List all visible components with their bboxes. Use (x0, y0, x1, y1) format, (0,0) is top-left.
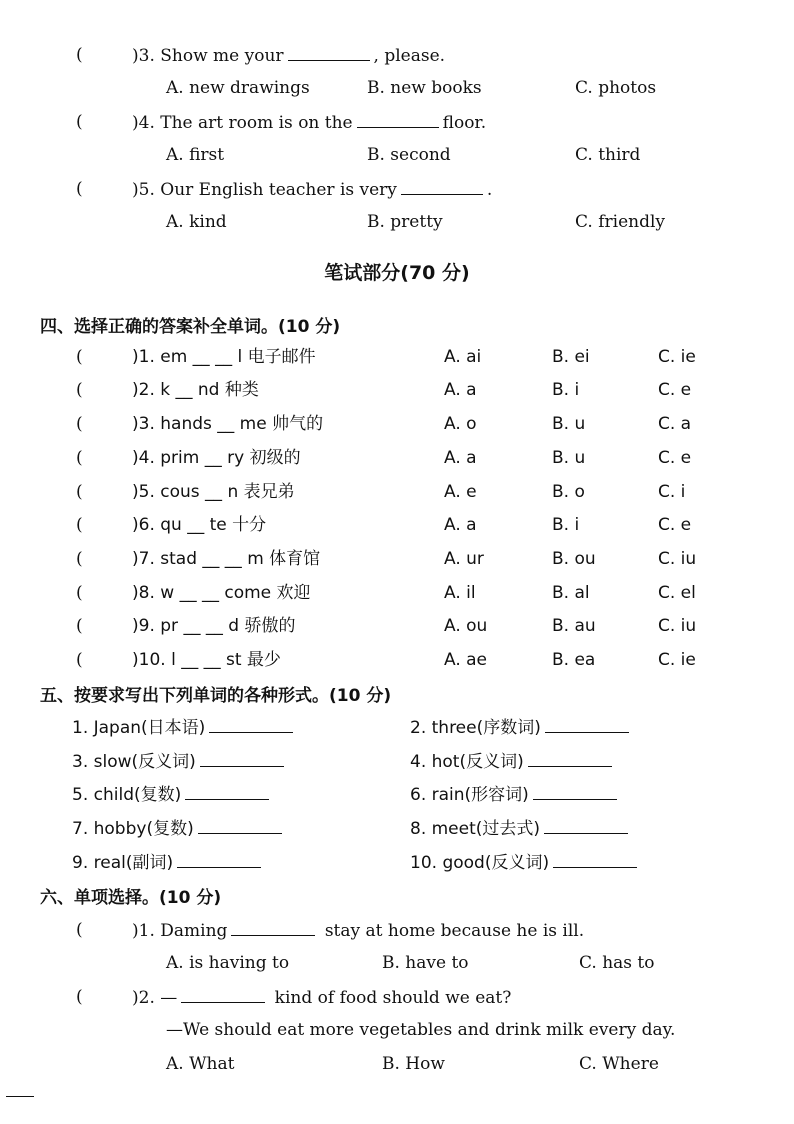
option-c[interactable]: C. e (658, 380, 692, 400)
option-a[interactable]: A. What (166, 1054, 235, 1074)
s5-row (0, 781, 794, 807)
fill-blank[interactable] (544, 815, 628, 834)
option-a[interactable]: A. e (444, 482, 477, 502)
word-prompt: 6. rain(形容词) (410, 785, 529, 805)
fill-blank[interactable] (533, 781, 617, 800)
option-c[interactable]: C. third (575, 145, 641, 165)
answer-paren[interactable]: ( (76, 583, 83, 603)
s4-item (0, 445, 794, 471)
option-a[interactable]: A. il (444, 583, 476, 603)
question-text: )6. qu __ te 十分 (132, 515, 267, 535)
question-text: )2. — (132, 988, 178, 1008)
question-text: )10. l __ __ st 最少 (132, 650, 281, 670)
question-text: )1. Daming (132, 921, 228, 941)
question-text: )2. k __ nd 种类 (132, 380, 259, 400)
option-b[interactable]: B. ea (552, 650, 596, 670)
question-text: )9. pr __ __ d 骄傲的 (132, 616, 296, 636)
answer-paren[interactable]: ( (76, 515, 83, 535)
option-c[interactable]: C. a (658, 414, 692, 434)
question-5-options (0, 209, 794, 235)
option-a[interactable]: A. ur (444, 549, 484, 569)
s4-item (0, 344, 794, 370)
option-a[interactable]: A. o (444, 414, 477, 434)
fill-blank[interactable] (357, 109, 439, 128)
s4-item (0, 377, 794, 403)
question-text-end: kind of food should we eat? (274, 988, 512, 1008)
answer-paren[interactable]: ( (76, 347, 83, 367)
word-prompt: 7. hobby(复数) (72, 819, 194, 839)
answer-paren[interactable]: ( (76, 414, 83, 434)
question-text-end: floor. (442, 113, 487, 133)
question-text-end: . (486, 180, 493, 200)
option-b[interactable]: B. ou (552, 549, 596, 569)
written-part-title: 笔试部分(70 分) (324, 262, 470, 284)
option-c[interactable]: C. iu (658, 549, 697, 569)
option-c[interactable]: C. iu (658, 616, 697, 636)
question-text: )4. prim __ ry 初级的 (132, 448, 301, 468)
question-3 (0, 42, 794, 68)
answer-paren[interactable]: ( (76, 549, 83, 569)
option-c[interactable]: C. Where (579, 1054, 659, 1074)
option-a[interactable]: A. is having to (166, 953, 290, 973)
word-prompt: 4. hot(反义词) (410, 752, 524, 772)
section-5-title: 五、按要求写出下列单词的各种形式。(10 分) (40, 686, 392, 706)
option-b[interactable]: B. have to (382, 953, 469, 973)
option-b[interactable]: B. i (552, 515, 580, 535)
s6-question-2-reply (0, 1017, 794, 1043)
s6-question-1-options (0, 950, 794, 976)
s4-item (0, 546, 794, 572)
s4-item (0, 647, 794, 673)
question-4-options (0, 142, 794, 168)
answer-paren[interactable]: ( (76, 45, 83, 65)
option-b[interactable]: B. u (552, 448, 586, 468)
option-c[interactable]: C. i (658, 482, 686, 502)
s5-row (0, 815, 794, 841)
option-b[interactable]: B. How (382, 1054, 445, 1074)
option-a[interactable]: A. ai (444, 347, 482, 367)
option-b[interactable]: B. al (552, 583, 590, 603)
question-text: )7. stad __ __ m 体育馆 (132, 549, 321, 569)
word-prompt: 8. meet(过去式) (410, 819, 541, 839)
fill-blank[interactable] (288, 42, 370, 61)
option-a[interactable]: A. new drawings (166, 78, 310, 98)
option-b[interactable]: B. pretty (367, 212, 443, 232)
fill-blank[interactable] (553, 849, 637, 868)
s4-item (0, 479, 794, 505)
word-prompt: 1. Japan(日本语) (72, 718, 206, 738)
option-b[interactable]: B. second (367, 145, 451, 165)
answer-paren[interactable]: ( (76, 920, 83, 940)
question-text: )8. w __ __ come 欢迎 (132, 583, 311, 603)
word-prompt: 9. real(副词) (72, 853, 174, 873)
option-c[interactable]: C. ie (658, 650, 696, 670)
option-a[interactable]: A. first (166, 145, 225, 165)
word-prompt: 2. three(序数词) (410, 718, 541, 738)
option-a[interactable]: A. a (444, 380, 477, 400)
section-4-title: 四、选择正确的答案补全单词。(10 分) (40, 317, 341, 337)
option-c[interactable]: C. photos (575, 78, 657, 98)
fill-blank[interactable] (401, 176, 483, 195)
fill-blank[interactable] (528, 748, 612, 767)
option-a[interactable]: A. ae (444, 650, 488, 670)
answer-paren[interactable]: ( (76, 987, 83, 1007)
footer-rule (6, 1096, 34, 1097)
question-text: )4. The art room is on the (132, 113, 353, 133)
option-b[interactable]: B. u (552, 414, 586, 434)
answer-paren[interactable]: ( (76, 179, 83, 199)
option-c[interactable]: C. has to (579, 953, 655, 973)
option-c[interactable]: C. friendly (575, 212, 665, 232)
answer-paren[interactable]: ( (76, 448, 83, 468)
answer-paren[interactable]: ( (76, 380, 83, 400)
option-c[interactable]: C. e (658, 448, 692, 468)
fill-blank[interactable] (231, 917, 315, 936)
option-c[interactable]: C. ie (658, 347, 696, 367)
option-c[interactable]: C. el (658, 583, 696, 603)
question-text: )1. em __ __ l 电子邮件 (132, 347, 316, 367)
option-b[interactable]: B. i (552, 380, 580, 400)
option-a[interactable]: A. kind (166, 212, 227, 232)
question-4 (0, 109, 794, 135)
option-a[interactable]: A. ou (444, 616, 488, 636)
s5-row (0, 849, 794, 875)
question-text: )5. Our English teacher is very (132, 180, 397, 200)
option-b[interactable]: B. au (552, 616, 596, 636)
s6-question-2 (0, 984, 794, 1010)
question-text: )5. cous __ n 表兄弟 (132, 482, 295, 502)
word-prompt: 10. good(反义词) (410, 853, 550, 873)
fill-blank[interactable] (200, 748, 284, 767)
s4-item (0, 411, 794, 437)
s5-row (0, 714, 794, 740)
fill-blank[interactable] (185, 781, 269, 800)
question-5 (0, 176, 794, 202)
question-text-end: , please. (373, 46, 446, 66)
fill-blank[interactable] (198, 815, 282, 834)
question-text: )3. Show me your (132, 46, 284, 66)
s4-item (0, 512, 794, 538)
s4-item (0, 580, 794, 606)
answer-paren[interactable]: ( (76, 616, 83, 636)
option-b[interactable]: B. ei (552, 347, 590, 367)
option-b[interactable]: B. o (552, 482, 585, 502)
option-a[interactable]: A. a (444, 515, 477, 535)
question-3-options (0, 75, 794, 101)
word-prompt: 5. child(复数) (72, 785, 182, 805)
fill-blank[interactable] (181, 984, 265, 1003)
s4-item (0, 613, 794, 639)
section-6-title: 六、单项选择。(10 分) (40, 888, 222, 908)
answer-paren[interactable]: ( (76, 112, 83, 132)
fill-blank[interactable] (177, 849, 261, 868)
s6-question-1 (0, 917, 794, 943)
option-a[interactable]: A. a (444, 448, 477, 468)
question-text: )3. hands __ me 帅气的 (132, 414, 324, 434)
dialogue-reply: —We should eat more vegetables and drink milk every day. (166, 1020, 676, 1040)
word-prompt: 3. slow(反义词) (72, 752, 196, 772)
answer-paren[interactable]: ( (76, 650, 83, 670)
s5-row (0, 748, 794, 774)
fill-blank[interactable] (209, 714, 293, 733)
option-c[interactable]: C. e (658, 515, 692, 535)
fill-blank[interactable] (545, 714, 629, 733)
option-b[interactable]: B. new books (367, 78, 482, 98)
s6-question-2-options (0, 1051, 794, 1077)
question-text-end: stay at home because he is ill. (324, 921, 585, 941)
answer-paren[interactable]: ( (76, 482, 83, 502)
